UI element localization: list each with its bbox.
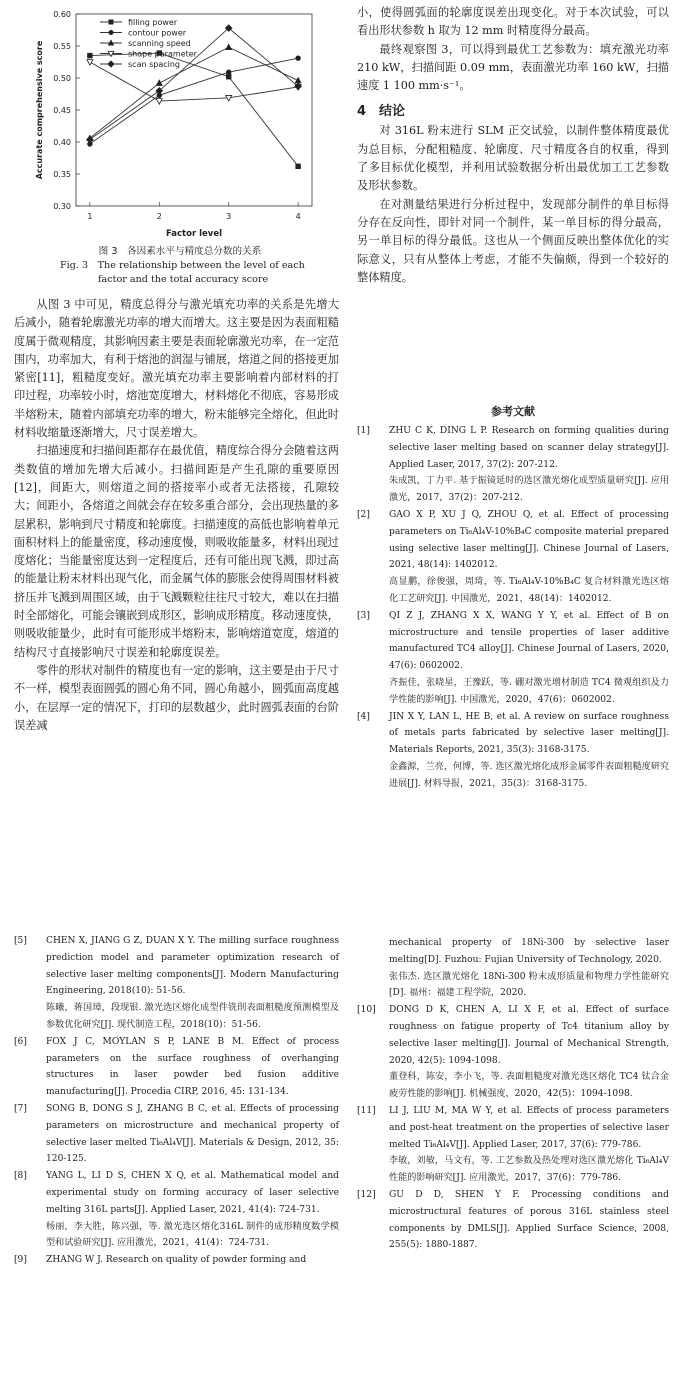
right-body-text: [357, 4, 669, 287]
data-point-triangle-down: [156, 99, 162, 105]
reference-item: [14, 1252, 339, 1269]
reference-text-en: SONG B, DONG S J, ZHANG B C, et al. Effects of processing parameters on microstructure and mechanical property of selective laser melted Ti₆Al₄V[J]. Materials & Design, 2012, 35: 120-125.: [46, 1103, 339, 1165]
reference-text-en: CHEN X, JIANG G Z, DUAN X Y. The milling surface roughness prediction model and parameter optimization research of selective laser melting components[J]. Modern Manufacturing Engineering, 2018(10): 51-56.: [46, 936, 339, 997]
y-axis-label: Accurate comprehensive score: [35, 40, 44, 180]
reference-number: [7]: [14, 1103, 27, 1114]
reference-text-zh: 朱成凯，丁力平. 基于振镜延时的选区激光熔化成型质量研究[J]. 应用激光，2017，37(2)：207-212.: [389, 476, 669, 504]
reference-item: [357, 1187, 669, 1254]
legend-label: filling power: [128, 18, 178, 27]
reference-item: [357, 423, 669, 507]
data-point-square: [87, 53, 92, 58]
x-tick-label: 2: [156, 212, 162, 221]
y-tick-label: 0.50: [53, 74, 71, 83]
reference-text-en: FOX J C, MOYLAN S P, LANE B M. Effect of process parameters on the surface roughness of overhanging structures in laser powder bed fusion additive manufacturing[J]. Procedia CIRP, 2016, 45: 131-134.: [46, 1036, 339, 1098]
reference-item: [357, 1103, 669, 1187]
reference-item: [357, 507, 669, 608]
reference-number: [4]: [357, 711, 370, 722]
data-point-square: [109, 20, 113, 24]
body-paragraph: 最终观察图 3，可以得到最优工艺参数为：填充激光功率 210 kW，扫描间距 0.09 mm，表面激光功率 160 kW，扫描速度 1 100 mm·s⁻¹。: [357, 42, 669, 93]
reference-item: [357, 709, 669, 793]
reference-text-en: GU D D, SHEN Y F. Processing conditions and microstructural features of porous 316L stainless steel components by DMLS[J]. Applied Surface Science, 2008, 255(5): 1880-1887.: [389, 1189, 669, 1251]
y-tick-label: 0.45: [53, 106, 71, 115]
left-body-text: [14, 296, 339, 735]
reference-text-en: LI J, LIU M, MA W Y, et al. Effects of process parameters and post-heat treatment on the properties of selective laser melted Ti₆Al₄V[J]. Applied Laser, 2017, 37(6): 779-786.: [389, 1105, 669, 1150]
reference-item: [357, 608, 669, 709]
figure-caption: [20, 245, 340, 287]
reference-number: [11]: [357, 1105, 376, 1116]
reference-text-zh: 金鑫源，兰亮，何博，等. 选区激光熔化成形金属零件表面粗糙度研究进展[J]. 材料导报，2021，35(3)：3168-3175.: [389, 761, 669, 789]
legend-label: scan spacing: [128, 60, 180, 69]
reference-text-en: ZHU C K, DING L P. Research on forming qualities during selective laser melting based on scanner delay strategy[J]. Applied Laser, 2017, 37(2): 207-212.: [389, 426, 669, 470]
series-line: [90, 58, 298, 144]
y-tick-label: 0.30: [53, 202, 71, 211]
references-heading: 参考文献: [491, 405, 535, 418]
y-tick-label: 0.40: [53, 138, 71, 147]
body-paragraph: 小，使得圆弧面的轮廓度误差出现变化。对于本次试验，可以看出形状参数 h 取为 12 mm 时精度得分最高。: [357, 6, 669, 38]
reference-item: [14, 1168, 339, 1252]
data-point-circle: [226, 70, 231, 75]
reference-number: [1]: [357, 426, 370, 436]
reference-number: [10]: [357, 1005, 376, 1016]
data-point-triangle-down: [87, 60, 93, 66]
reference-number: [9]: [14, 1255, 27, 1266]
reference-item: [14, 1101, 339, 1168]
y-tick-label: 0.60: [53, 10, 71, 19]
body-paragraph: 对 316L 粉末进行 SLM 正交试验，以制件整体精度最优为总目标，分配粗糙度、轮廓度、尺寸精度各自的权重，得到了多目标优化模型，并利用试验数据分析出最优加工工艺参数及形状参数。: [357, 124, 669, 193]
series-line: [90, 47, 298, 138]
reference-continuation: mechanical property of 18Ni-300 by selective laser melting[D]. Fuzhou: Fujian University of Technology, 2020. 张伟杰. 选区激光熔化 18Ni-300 粉末成形质量和物理力学性能研究[D]. 福州：福建工程学院，2020.: [389, 938, 669, 999]
reference-text-zh: 李敏，刘敏，马文有，等. 工艺参数及热处理对选区激光熔化 Ti₆Al₄V 性能的影响研究[J]. 应用激光，2017，37(6)：779-786.: [389, 1156, 669, 1184]
reference-item: [14, 1034, 339, 1101]
reference-text-en: YANG L, LI D S, CHEN X Q, et al. Mathematical model and experimental study on forming accuracy of laser selective melting 316L parts[J]. Applied Laser, 2021, 41(4): 724-731.: [46, 1171, 339, 1215]
legend-label: shape parameter: [128, 49, 197, 59]
reference-text-en: ZHANG W J. Research on quality of powder forming and: [46, 1255, 307, 1266]
y-tick-label: 0.55: [53, 42, 71, 51]
x-tick-label: 3: [226, 212, 232, 221]
figure-caption-zh: 图 3 各因素水平与精度总分数的关系: [98, 246, 262, 257]
reference-text-zh: 高显鹏，徐俊强，周琦，等. Ti₆Al₄V-10%B₄C 复合材料激光选区熔化工艺研究[J]. 中国激光，2021，48(14)：1402012.: [389, 577, 669, 604]
reference-number: [5]: [14, 936, 27, 946]
figure-3: [20, 6, 330, 241]
figure-caption-en-2: factor and the total accuracy score: [98, 274, 269, 285]
reference-number: [3]: [357, 610, 370, 621]
series-line: [90, 62, 298, 101]
reference-number: [12]: [357, 1189, 376, 1200]
x-tick-label: 4: [295, 212, 301, 221]
reference-text-zh: 陈曦，蒋国璋，段现银. 激光选区熔化成型件铣削表面粗糙度预测模型及参数优化研究[J]. 现代制造工程，2018(10)：51-56.: [46, 1003, 339, 1030]
reference-text-zh: 齐振佳，张晓星，王豫跃，等. 硼对激光增材制造 TC4 微观组织及力学性能的影响[J]. 中国激光，2020，47(6)：0602002.: [389, 677, 669, 705]
x-axis-label: Factor level: [165, 229, 223, 239]
y-tick-label: 0.35: [53, 170, 71, 179]
reference-item: [357, 1002, 669, 1103]
reference-text-zh: 董登科，陈安，李小飞，等. 表面粗糙度对激光选区熔化 TC4 钛合金疲劳性能的影响[J]. 机械强度，2020，42(5)：1094-1098.: [389, 1072, 669, 1100]
series-line: [90, 53, 298, 166]
body-paragraph: 零件的形状对制件的精度也有一定的影响，这主要是由于尺寸不一样，模型表面圆弧的圆心角不同，圆心角越小，圆弧面高度越小，在层厚一定的情况下，打印的层数越少，此时圆弧表面的台阶误差减: [14, 663, 339, 732]
reference-number: [6]: [14, 1036, 27, 1047]
legend-label: contour power: [128, 28, 187, 38]
reference-text-en: GAO X P, XU J Q, ZHOU Q, et al. Effect of processing parameters on Ti₆Al₄V-10%B₄C composite material prepared using selective laser melting[J]. Chinese Journal of Lasers, 2021, 48(14): 1402012.: [389, 509, 669, 571]
reference-item: [14, 933, 339, 1034]
body-paragraph: 从图 3 中可见，精度总得分与激光填充功率的关系是先增大后减小，随着轮廓激光功率的增大而增大。这主要是因为表面粗糙度属于微观精度，其影响因素主要是表面轮廓激光功率，在一定范围内，功率加大，有利于熔池的润湿与铺展，熔道之间的搭接更加紧密[11]，粗糙度变好。激光填充功率主要影响着内部材料的打印过程，功率较小时，熔池宽度增大，材料熔化不彻底，容易形成半熔粉末，随着内部填充功率的增大，粉末能够完全熔化，但此时材料收缩量逐渐增大，尺寸误差增大。: [14, 298, 339, 440]
data-point-triangle: [295, 77, 301, 83]
references-list-top: [357, 423, 669, 793]
references-list-right: [357, 935, 669, 1254]
reference-text-en: QI Z J, ZHANG X X, WANG Y Y, et al. Effect of B on microstructure and tensile properties of laser additive manufactured TC4 alloy[J]. Chinese Journal of Lasers, 2020, 47(6): 0602002.: [389, 610, 669, 672]
data-point-triangle: [226, 44, 232, 50]
data-point-square: [296, 164, 301, 169]
data-point-circle: [109, 30, 113, 34]
line-chart: [20, 6, 330, 241]
figure-caption-en-1: Fig. 3 The relationship between the level of each: [60, 260, 305, 271]
reference-text-en: DONG D K, CHEN A, LI X F, et al. Effect of surface roughness on fatigue property of Tc4 titanium alloy by selective laser melting[J]. Journal of Mechanical Strength, 2020, 42(5): 1094-1098.: [389, 1005, 669, 1066]
reference-number: [2]: [357, 509, 370, 520]
reference-number: [8]: [14, 1171, 27, 1182]
references-list-left: [14, 933, 339, 1269]
reference-text-en: JIN X Y, LAN L, HE B, et al. A review on surface roughness of metals parts fabricated by selective laser melting[J]. Materials Reports, 2021, 35(3): 3168-3175.: [389, 711, 669, 756]
body-paragraph: 扫描速度和扫描间距都存在最优值，精度综合得分会随着这两类数值的增加先增大后减小。扫描间距是产生孔隙的重要原因[12]，间距大，则熔道之间的搭接率小或者无法搭接，孔隙较大；间距小，各熔道之间就会存在较多重合部分，会出现热量的多层累积，影响到尺寸精度和轮廓度。扫描速度的高低也影响着单元面积材料上的能量密度，移动速度慢，则吸收能量多，材料出现过度熔化；当能量密度达到一定程度后，还有可能出现飞溅，即过高的能量让粉末材料出现气化，而金属气体的膨胀会使得周围材料被挤压并飞溅到周围区域，由于飞溅颗粒往往尺寸较大，难以在扫描时全部熔化，可能会镶嵌到成形区，影响成形精度。移动速度快，则吸收能量少，此时有可能形成半熔粉末，影响熔道宽度，熔道的结构尺寸直接影响尺寸误差和轮廓度误差。: [14, 444, 339, 659]
x-tick-label: 1: [87, 212, 93, 221]
body-paragraph: 在对测量结果进行分析过程中，发现部分制件的单目标得分存在反向性，即针对同一个制件，某一单目标的得分最高，另一单目标的得分最低。这也从一个侧面反映出整体优化的实际意义，只有从整体上考虑，才能不失偏颇，得到一个较好的整体精度。: [357, 197, 669, 284]
reference-text-zh: 杨丽，李大胜，陈兴强，等. 激光选区熔化316L 制件的成形精度数学模型和试验研究[J]. 应用激光，2021，41(4)：724-731.: [46, 1221, 339, 1249]
data-point-triangle: [156, 80, 162, 86]
legend-label: scanning speed: [128, 39, 191, 48]
data-point-square: [226, 74, 231, 79]
section-heading-conclusion: 4 结论: [357, 104, 406, 120]
data-point-diamond: [108, 61, 114, 67]
data-point-circle: [296, 56, 301, 61]
